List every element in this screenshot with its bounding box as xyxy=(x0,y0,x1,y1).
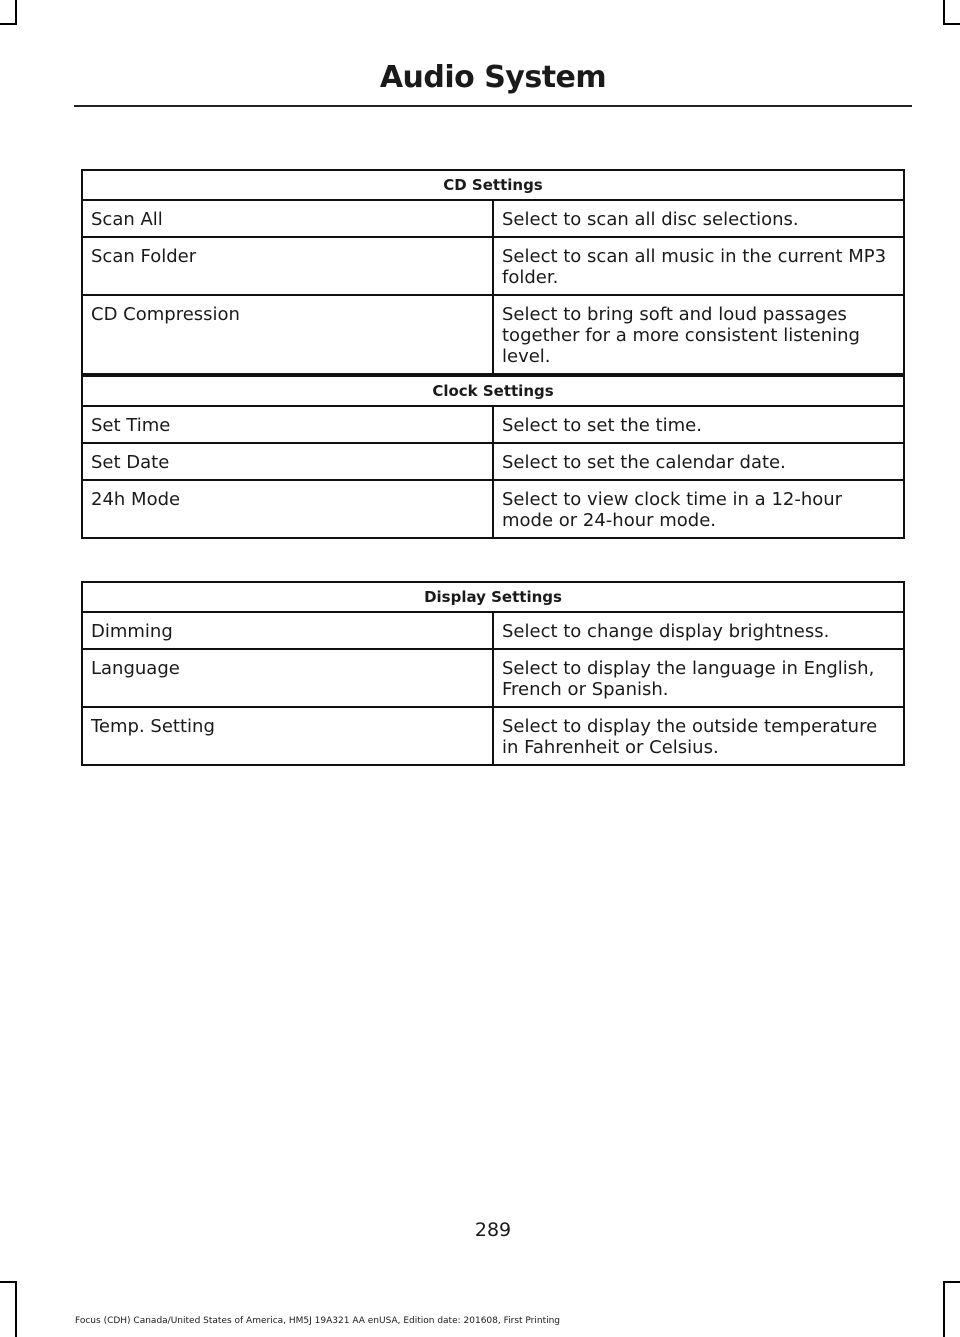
crop-mark-bottom-right-vertical xyxy=(943,1281,945,1337)
cd-settings-table xyxy=(81,169,905,375)
page-title: Audio System xyxy=(379,60,607,95)
setting-name: Temp. Setting xyxy=(82,707,493,765)
setting-name: Scan Folder xyxy=(82,237,493,295)
crop-mark-bottom-left-vertical xyxy=(15,1281,17,1337)
setting-description: Select to display the outside temperature in Fahrenheit or Celsius. xyxy=(493,707,904,765)
setting-description: Select to set the time. xyxy=(493,406,904,443)
table-row xyxy=(82,707,904,765)
page-number: 289 xyxy=(474,1219,512,1241)
table-row xyxy=(82,200,904,237)
table-header-row xyxy=(82,376,904,406)
setting-name: Language xyxy=(82,649,493,707)
table-title: Clock Settings xyxy=(82,376,904,406)
crop-mark-top-left-horizontal xyxy=(0,23,17,25)
display-settings-table xyxy=(81,581,905,766)
table-title: Display Settings xyxy=(82,582,904,612)
setting-name: Set Time xyxy=(82,406,493,443)
setting-name: CD Compression xyxy=(82,295,493,374)
table-row xyxy=(82,480,904,538)
table-row xyxy=(82,406,904,443)
table-row xyxy=(82,649,904,707)
crop-mark-bottom-right-horizontal xyxy=(943,1281,960,1283)
header-divider xyxy=(74,105,912,107)
crop-mark-bottom-left-horizontal xyxy=(0,1281,17,1283)
crop-mark-top-left-vertical xyxy=(15,0,17,25)
crop-mark-top-right-vertical xyxy=(943,0,945,25)
table-row xyxy=(82,443,904,480)
table-header-row xyxy=(82,582,904,612)
table-row xyxy=(82,295,904,374)
setting-name: 24h Mode xyxy=(82,480,493,538)
setting-description: Select to view clock time in a 12-hour mode or 24-hour mode. xyxy=(493,480,904,538)
table-row xyxy=(82,237,904,295)
table-title: CD Settings xyxy=(82,170,904,200)
setting-name: Scan All xyxy=(82,200,493,237)
crop-mark-top-right-horizontal xyxy=(943,23,960,25)
setting-description: Select to scan all music in the current MP3 folder. xyxy=(493,237,904,295)
setting-name: Set Date xyxy=(82,443,493,480)
setting-name: Dimming xyxy=(82,612,493,649)
setting-description: Select to display the language in English, French or Spanish. xyxy=(493,649,904,707)
setting-description: Select to change display brightness. xyxy=(493,612,904,649)
setting-description: Select to bring soft and loud passages together for a more consistent listening level. xyxy=(493,295,904,374)
table-row xyxy=(82,612,904,649)
clock-settings-table xyxy=(81,375,905,539)
table-header-row xyxy=(82,170,904,200)
setting-description: Select to set the calendar date. xyxy=(493,443,904,480)
edition-footer: Focus (CDH) Canada/United States of America, HM5J 19A321 AA enUSA, Edition date: 201608, First Printing xyxy=(75,1316,561,1326)
setting-description: Select to scan all disc selections. xyxy=(493,200,904,237)
